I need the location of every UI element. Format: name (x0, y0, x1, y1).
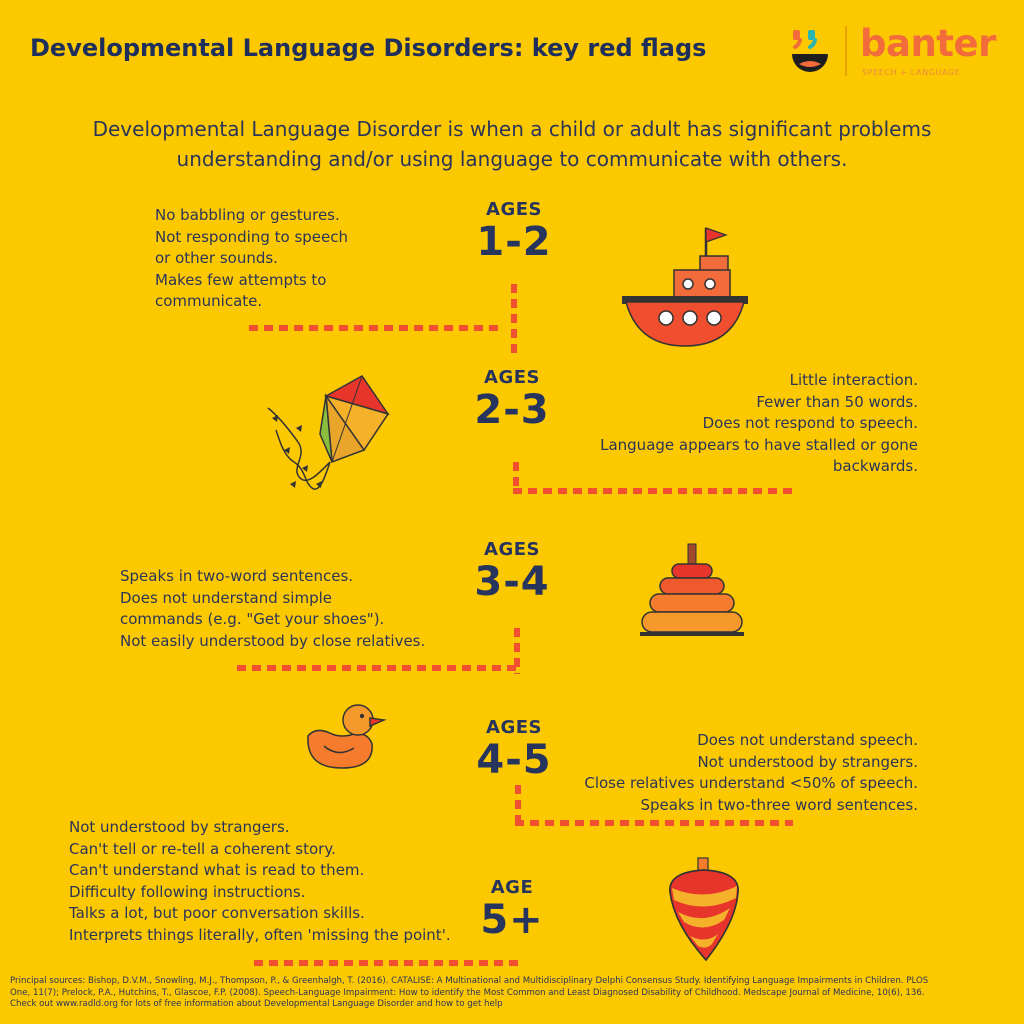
footer-line: Check out www.radld.org for lots of free information about Developmental Language Disorder and how to get help (10, 999, 503, 1009)
flags-ages-1-2 (155, 205, 348, 313)
intro-line: Developmental Language Disorder is when a child or adult has significant problems (92, 117, 932, 141)
flag-item: Not understood by strangers. (697, 752, 918, 771)
flags-ages-4-5 (584, 730, 918, 816)
age-heading-2-3 (452, 368, 572, 432)
flag-item: Can't tell or re-tell a coherent story. (69, 839, 336, 858)
flag-item: Speaks in two-three word sentences. (640, 795, 918, 814)
flag-item: No babbling or gestures. (155, 206, 340, 224)
age-label: AGES (484, 367, 540, 388)
age-label: AGE (490, 877, 534, 898)
timeline-connector (249, 325, 499, 331)
age-range: 5+ (480, 897, 544, 943)
age-range: 4-5 (476, 737, 552, 783)
flag-item: backwards. (832, 457, 918, 475)
logo-separator (845, 26, 847, 76)
flag-item: Fewer than 50 words. (756, 392, 918, 411)
flag-item: Not understood by strangers. (69, 818, 290, 836)
age-label: AGES (484, 539, 540, 560)
flag-item: communicate. (155, 292, 263, 310)
flag-item: Talks a lot, but poor conversation skills. (69, 904, 365, 922)
timeline-connector (511, 284, 517, 354)
flag-item: Can't understand what is read to them. (69, 861, 365, 879)
age-heading-1-2 (454, 200, 574, 264)
flag-item: commands (e.g. "Get your shoes"). (120, 610, 385, 628)
flag-item: Does not understand simple (120, 588, 332, 607)
age-heading-4-5 (454, 718, 574, 782)
age-range: 2-3 (474, 387, 550, 433)
flag-item: Does not understand speech. (697, 731, 918, 749)
banter-logo-mark-icon (790, 28, 830, 78)
flag-item: Close relatives understand <50% of speech. (584, 774, 918, 792)
flag-item: Not easily understood by close relatives. (120, 631, 426, 650)
timeline-connector (513, 488, 793, 494)
flag-item: Little interaction. (789, 371, 918, 389)
footer-line: One, 11(7); Prelock, P.A., Hutchins, T., Glascoe, F.P. (2008). Speech-Language Impairment: How to identify the Most Common and Least Diagnosed Disability of Childhood. Medscape Journal of Medicine, 10(6), 136. (10, 987, 925, 998)
kite-icon (260, 372, 395, 506)
flag-item: Difficulty following instructions. (69, 882, 306, 901)
timeline-connector (254, 960, 519, 966)
footer-line: Principal sources: Bishop, D.V.M., Snowling, M.J., Thompson, P., & Greenhalgh, T. (2016). CATALISE: A Multinational and Multidisciplinary Delphi Consensus Study. Identifying Language Impairments in Children. PLOS (10, 976, 929, 986)
flags-age-5-plus (69, 817, 451, 946)
flag-item: Language appears to have stalled or gone (600, 435, 918, 454)
flag-item: Interprets things literally, often 'missing the point'. (69, 925, 451, 944)
flags-ages-2-3 (600, 370, 918, 478)
flag-item: Does not respond to speech. (702, 414, 918, 432)
age-label: AGES (486, 199, 542, 220)
age-range: 3-4 (474, 559, 550, 605)
flag-item: or other sounds. (155, 249, 278, 267)
flag-item: Not responding to speech (155, 227, 348, 246)
timeline-connector (237, 665, 520, 671)
age-heading-3-4 (452, 540, 572, 604)
page-title: Developmental Language Disorders: key red flags (30, 34, 707, 62)
flag-item: Speaks in two-word sentences. (120, 567, 354, 585)
intro-text (20, 114, 1004, 174)
ring-stacker-icon (638, 542, 748, 646)
rubber-duck-icon (302, 698, 387, 777)
spinning-top-icon (664, 856, 744, 970)
age-label: AGES (486, 717, 542, 738)
flags-ages-3-4 (120, 566, 425, 652)
timeline-connector (515, 785, 521, 825)
age-range: 1-2 (476, 219, 552, 265)
age-heading-5-plus (452, 878, 572, 942)
timeline-connector (515, 820, 793, 826)
logo-wordmark: banter (860, 22, 996, 65)
toy-boat-icon (620, 222, 750, 356)
logo-tagline: SPEECH + LANGUAGE (862, 68, 961, 77)
sources-footer (10, 976, 1014, 1011)
intro-line: understanding and/or using language to communicate with others. (176, 147, 848, 171)
flag-item: Makes few attempts to (155, 270, 327, 289)
